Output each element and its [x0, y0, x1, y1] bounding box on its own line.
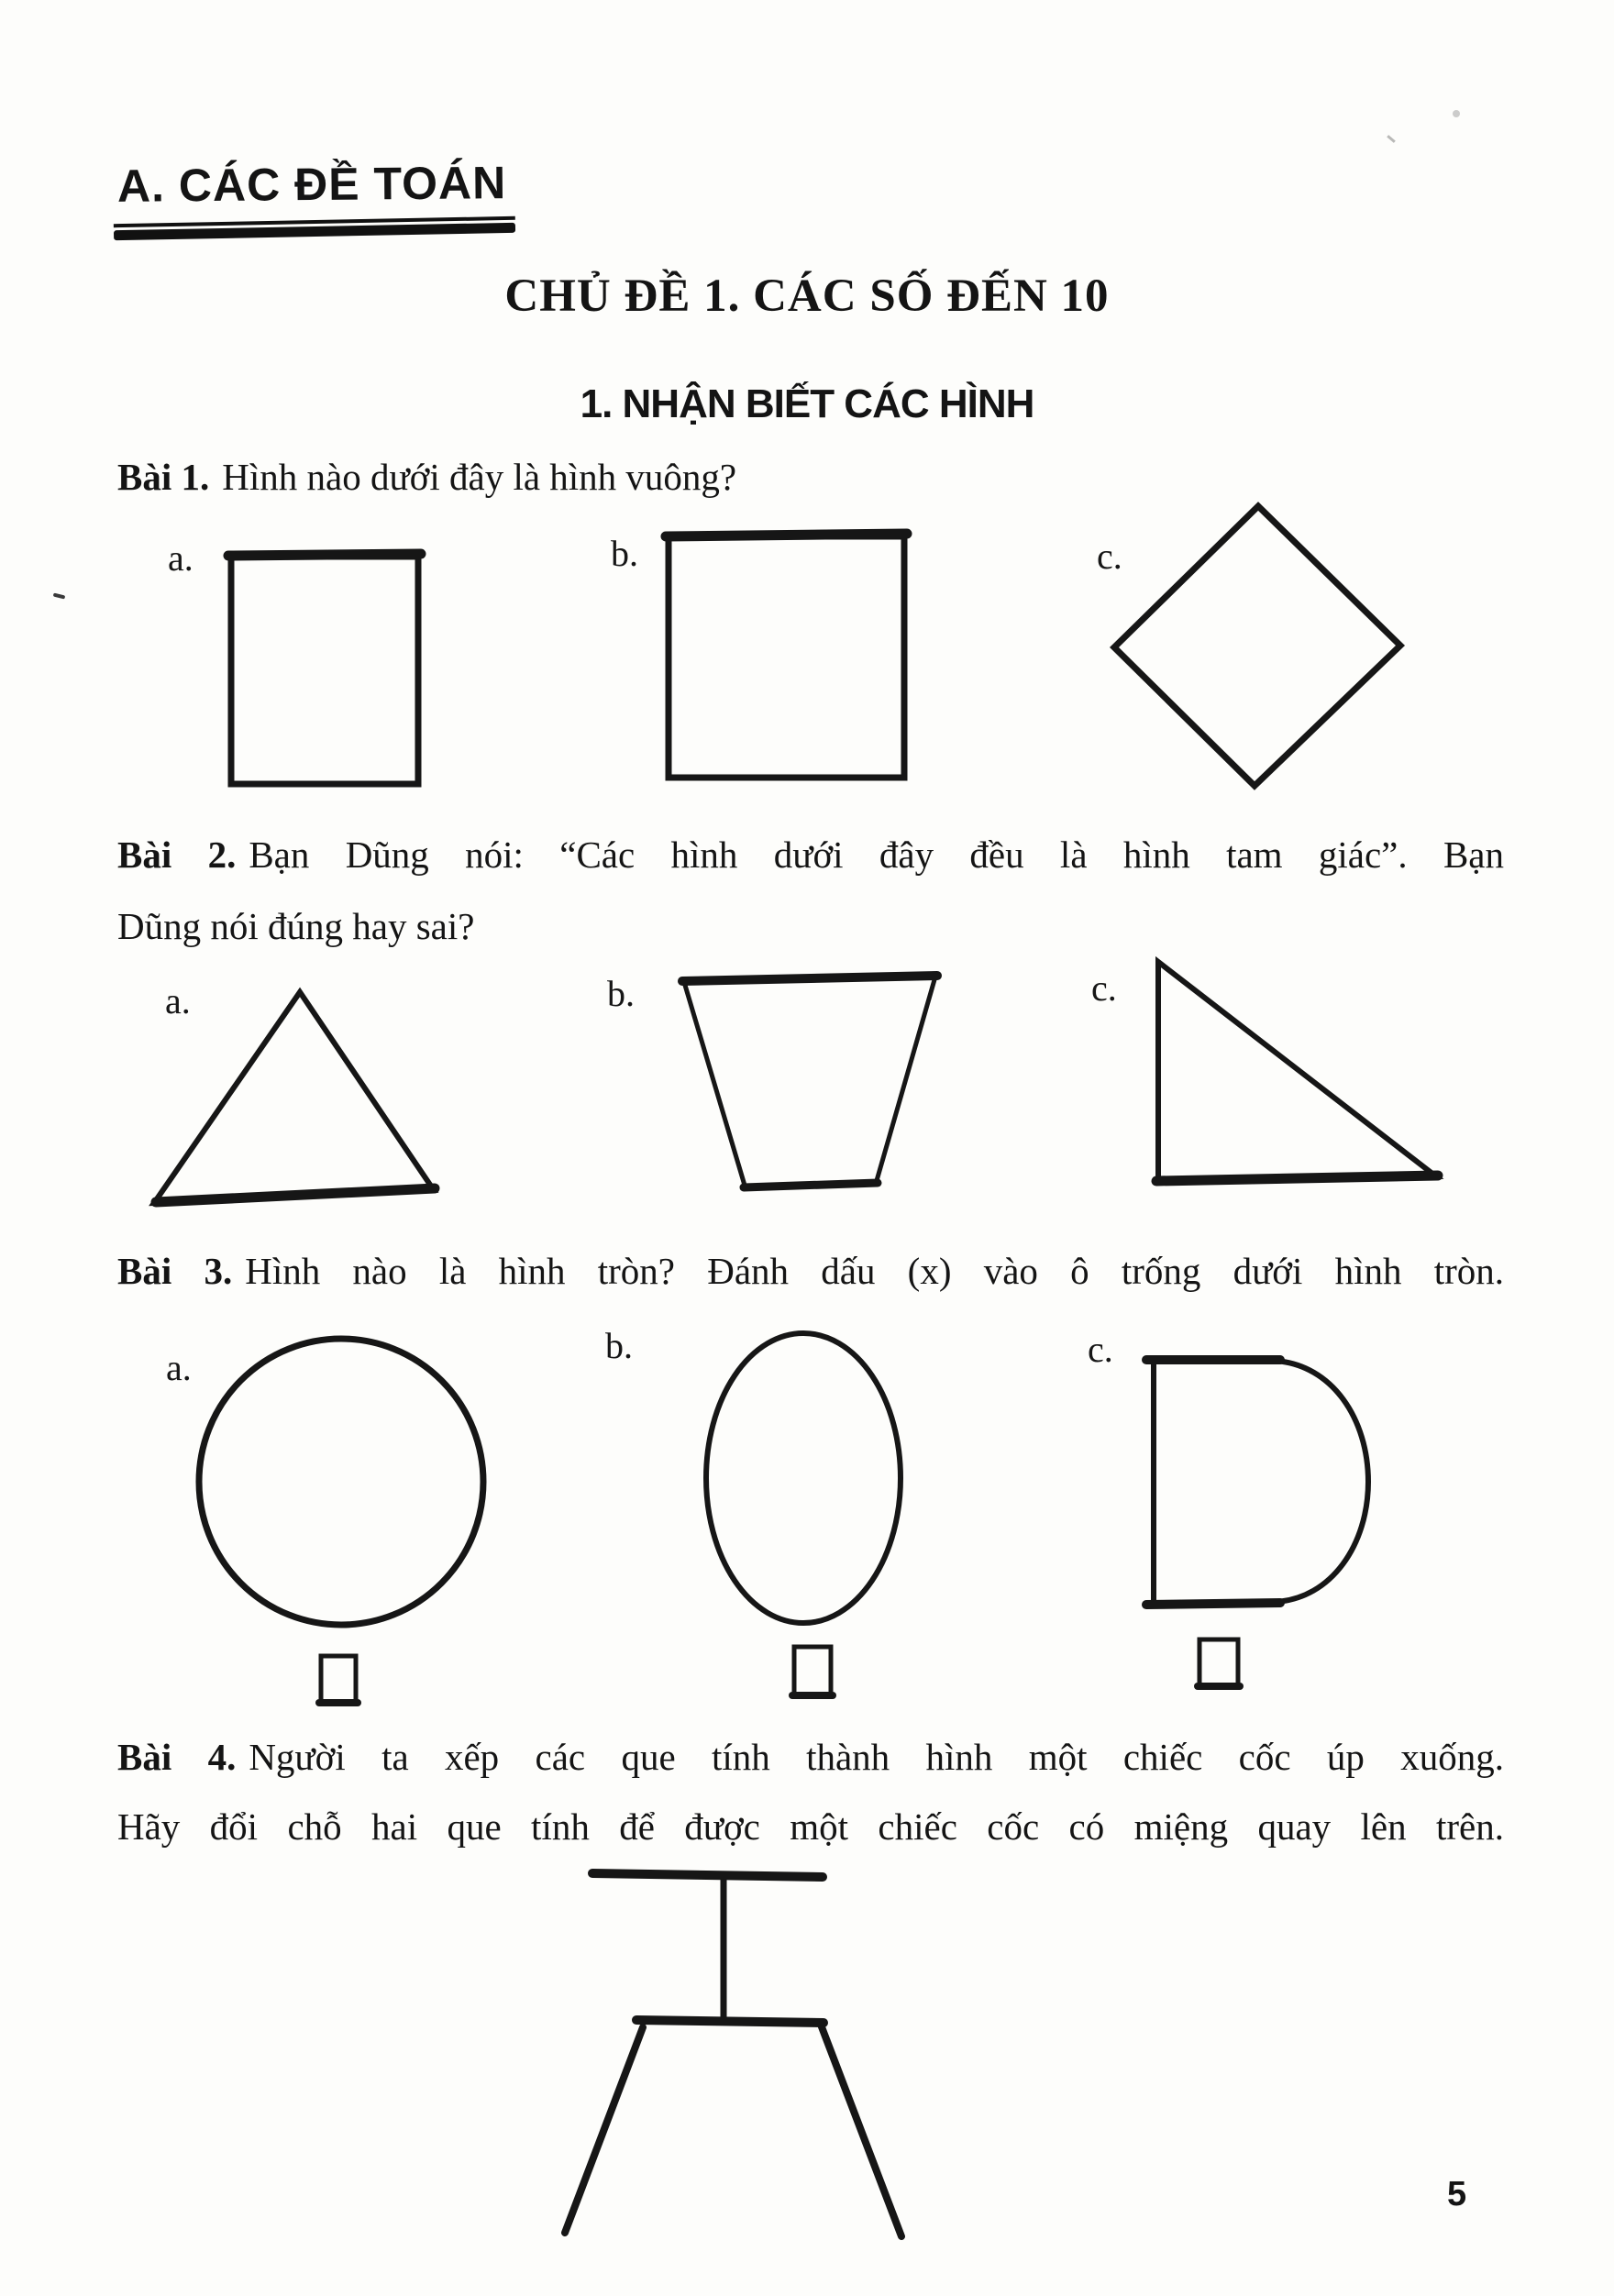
ex3-shape-c-d-shape [1154, 1361, 1368, 1605]
exercise-1-option-label-a: a. [168, 537, 193, 579]
ex4-stick-top-base [592, 1873, 823, 1877]
exercise-2-label: Bài 2. [117, 833, 237, 876]
exercise-2-question-text2: Dũng nói đúng hay sai? [117, 905, 475, 947]
ex1-shape-a-square [231, 557, 418, 784]
exercise-3-option-label-c: c. [1088, 1329, 1113, 1370]
exercise-3-option-label-a: a. [166, 1347, 192, 1388]
ex1-shape-c-diamond [1114, 506, 1400, 786]
ex2-shape-c-right-triangle-thick-base [1156, 1176, 1438, 1181]
exercise-1-option-label-c: c. [1097, 535, 1122, 577]
ex3-checkbox-a [321, 1656, 356, 1704]
ex1-shape-a-square-thick-edge [228, 554, 421, 556]
exercise-1-label: Bài 1. [117, 456, 210, 498]
exercise-2-question-text1: Bạn Dũng nói: “Các hình dưới đây đều là hình tam giác”. Bạn [249, 833, 1504, 876]
ex3-shape-b-ellipse [706, 1333, 901, 1623]
ex4-stick-right-side [821, 2025, 901, 2236]
ex2-shape-a-triangle-thick-base [156, 1188, 435, 1202]
exercise-3-option-label-b: b. [605, 1325, 633, 1366]
exercise-4-figure-matchstick-cup [565, 1873, 901, 2236]
lesson-title: 1. NHẬN BIẾT CÁC HÌNH [580, 381, 1034, 426]
exercise-1-figures [228, 506, 1400, 786]
exercise-3-label: Bài 3. [117, 1250, 233, 1292]
ex4-stick-left-side [565, 2027, 643, 2233]
exercise-3-figures [199, 1333, 1368, 1704]
ex2-shape-a-triangle [154, 992, 434, 1203]
exercise-4-label: Bài 4. [117, 1736, 237, 1778]
page-number: 5 [1447, 2175, 1467, 2213]
ex4-stick-rim [636, 2020, 824, 2023]
ex3-checkbox-c [1199, 1639, 1238, 1687]
exercise-4-question-text1: Người ta xếp các que tính thành hình một chiếc cốc úp xuống. [249, 1736, 1504, 1778]
ex1-shape-b-square-thick-edge [666, 534, 907, 536]
ex2-shape-b-trapezoid [684, 977, 935, 1188]
exercise-2-option-label-c: c. [1091, 967, 1117, 1009]
ex2-shape-c-right-triangle [1158, 962, 1436, 1182]
exercise-4-question-text2: Hãy đổi chỗ hai que tính để được một chiếc cốc có miệng quay lên trên. [117, 1805, 1504, 1848]
exercise-2-figures [154, 962, 1438, 1203]
ex3-checkbox-b [794, 1647, 831, 1696]
chapter-title: CHỦ ĐỀ 1. CÁC SỐ ĐẾN 10 [504, 270, 1110, 322]
exercise-1-question-text: Hình nào dưới đây là hình vuông? [222, 456, 737, 498]
ex3-shape-a-circle [199, 1339, 483, 1625]
ex1-shape-b-square [669, 536, 904, 778]
exercise-1-option-label-b: b. [611, 533, 638, 574]
exercise-2-option-label-b: b. [607, 973, 635, 1014]
exercise-2-option-label-a: a. [165, 980, 191, 1021]
ex2-shape-b-trapezoid-thick-top [682, 976, 937, 981]
section-header: A. CÁC ĐỀ TOÁN [116, 157, 507, 212]
exercise-3-question-text: Hình nào là hình tròn? Đánh dấu (x) vào ô trống dưới hình tròn. [245, 1250, 1505, 1292]
ex2-shape-b-trapezoid-thick-bottom [744, 1183, 878, 1187]
ex3-shape-c-thick-bottom [1146, 1603, 1280, 1605]
